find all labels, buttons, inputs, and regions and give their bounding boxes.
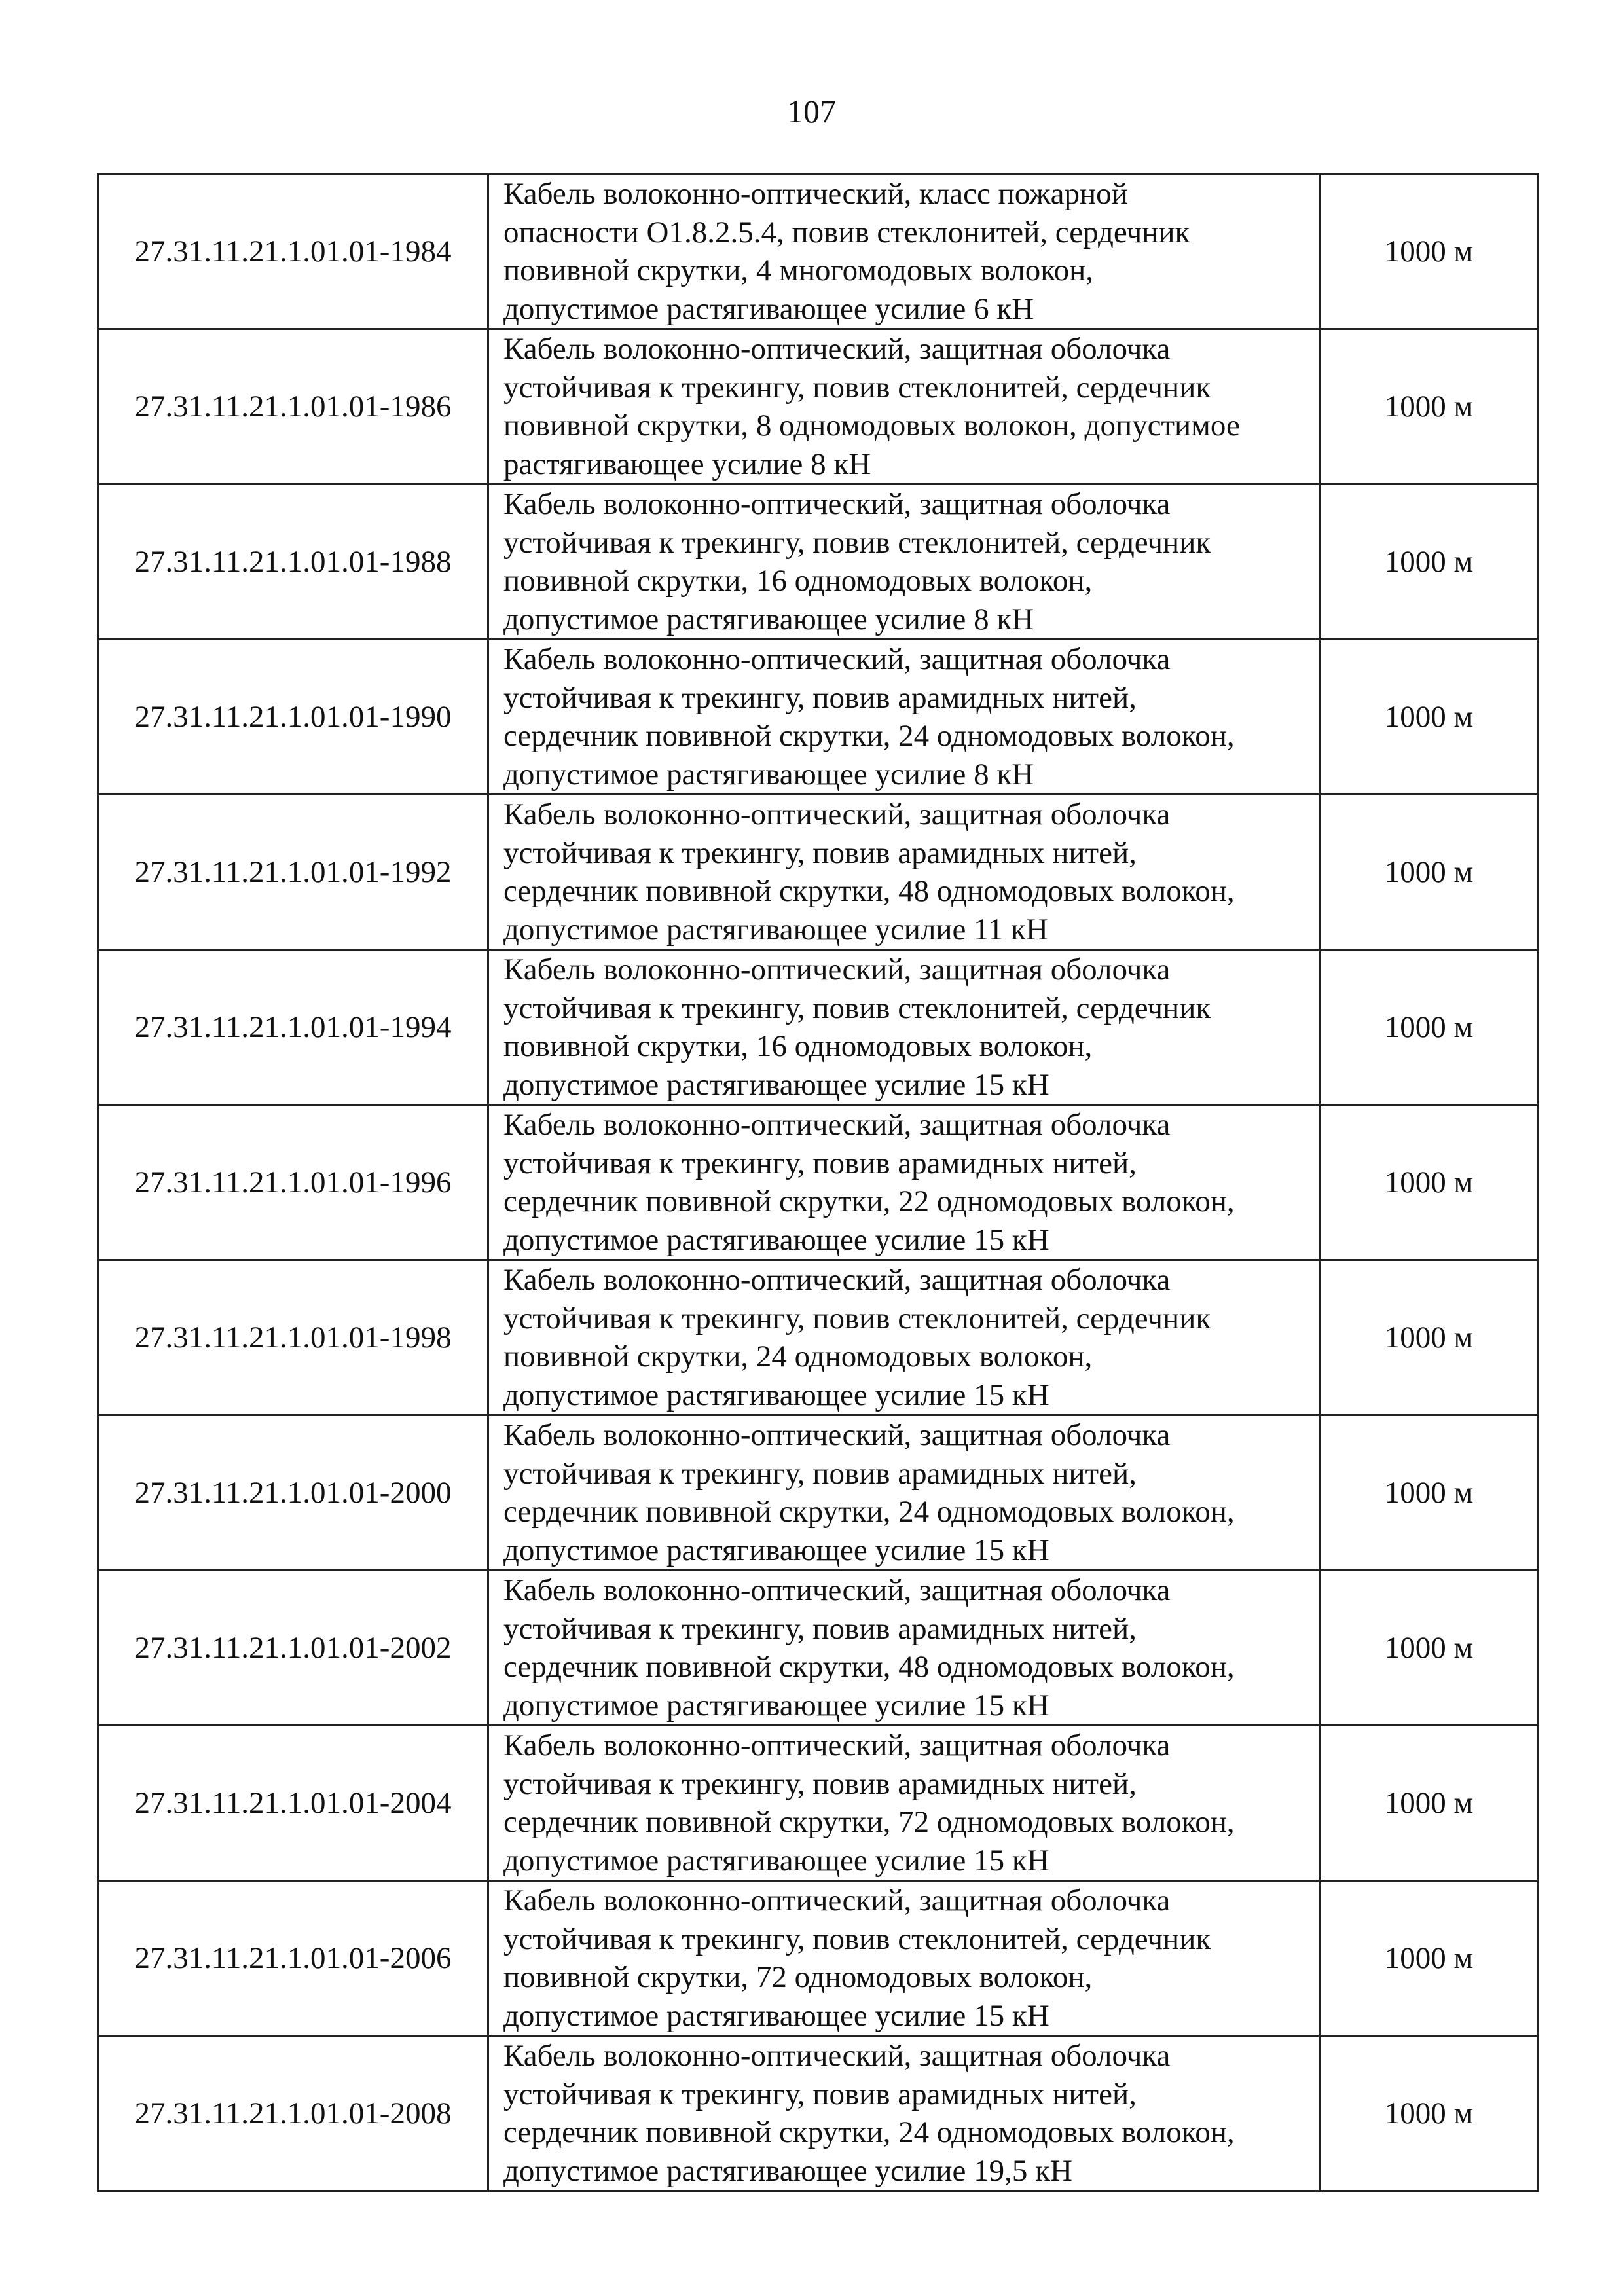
description-line: устойчивая к трекингу, повив арамидных нитей, <box>503 1146 1137 1180</box>
description-line: устойчивая к трекингу, повив арамидных нитей, <box>503 1456 1137 1491</box>
description-line: Кабель волоконно-оптический, защитная оболочка <box>503 1418 1171 1452</box>
item-description <box>488 484 1320 640</box>
description-line: допустимое растягивающее усилие 15 кН <box>503 1688 1049 1722</box>
item-code: 27.31.11.21.1.01.01-2008 <box>98 2036 488 2191</box>
item-unit: 1000 м <box>1320 1881 1539 2036</box>
item-unit: 1000 м <box>1320 2036 1539 2191</box>
description-line: допустимое растягивающее усилие 15 кН <box>503 1222 1049 1257</box>
description-line: сердечник повивной скрутки, 24 одномодовых волокон, <box>503 719 1235 753</box>
item-code: 27.31.11.21.1.01.01-1984 <box>98 174 488 329</box>
table-row <box>98 1260 1539 1415</box>
table-row <box>98 795 1539 950</box>
description-line: допустимое растягивающее усилие 8 кН <box>503 602 1034 636</box>
item-code: 27.31.11.21.1.01.01-1998 <box>98 1260 488 1415</box>
table-row <box>98 1881 1539 2036</box>
description-line: растягивающее усилие 8 кН <box>503 446 871 481</box>
description-line: повивной скрутки, 24 одномодовых волокон, <box>503 1339 1093 1374</box>
description-line: Кабель волоконно-оптический, класс пожарной <box>503 177 1128 211</box>
description-line: сердечник повивной скрутки, 22 одномодовых волокон, <box>503 1184 1235 1218</box>
table-row <box>98 950 1539 1105</box>
description-line: устойчивая к трекингу, повив арамидных нитей, <box>503 1766 1137 1801</box>
description-line: Кабель волоконно-оптический, защитная оболочка <box>503 1728 1171 1762</box>
item-description <box>488 1881 1320 2036</box>
item-description <box>488 1105 1320 1260</box>
item-unit: 1000 м <box>1320 795 1539 950</box>
description-line: устойчивая к трекингу, повив стеклонитей, сердечник <box>503 1922 1211 1956</box>
description-line: устойчивая к трекингу, повив стеклонитей, сердечник <box>503 991 1211 1025</box>
description-line: допустимое растягивающее усилие 15 кН <box>503 1377 1049 1412</box>
item-unit: 1000 м <box>1320 1260 1539 1415</box>
description-line: повивной скрутки, 16 одномодовых волокон, <box>503 564 1093 598</box>
table-row <box>98 174 1539 329</box>
description-line: устойчивая к трекингу, повив арамидных нитей, <box>503 680 1137 715</box>
item-code: 27.31.11.21.1.01.01-2006 <box>98 1881 488 2036</box>
table-row <box>98 1415 1539 1571</box>
item-unit: 1000 м <box>1320 1105 1539 1260</box>
table-row <box>98 2036 1539 2191</box>
item-description <box>488 174 1320 329</box>
description-line: допустимое растягивающее усилие 15 кН <box>503 1067 1049 1102</box>
table-body <box>98 174 1539 2191</box>
table-row <box>98 484 1539 640</box>
description-line: устойчивая к трекингу, повив арамидных нитей, <box>503 835 1137 870</box>
description-line: Кабель волоконно-оптический, защитная оболочка <box>503 797 1171 831</box>
description-line: Кабель волоконно-оптический, защитная оболочка <box>503 1108 1171 1142</box>
item-unit: 1000 м <box>1320 1726 1539 1881</box>
table-row <box>98 1571 1539 1726</box>
item-unit: 1000 м <box>1320 950 1539 1105</box>
description-line: Кабель волоконно-оптический, защитная оболочка <box>503 2039 1171 2073</box>
description-line: повивной скрутки, 72 одномодовых волокон, <box>503 1960 1093 1994</box>
item-code: 27.31.11.21.1.01.01-1994 <box>98 950 488 1105</box>
item-unit: 1000 м <box>1320 1415 1539 1571</box>
item-code: 27.31.11.21.1.01.01-1988 <box>98 484 488 640</box>
description-line: устойчивая к трекингу, повив стеклонитей, сердечник <box>503 370 1211 405</box>
table-row <box>98 329 1539 484</box>
item-description <box>488 1726 1320 1881</box>
description-line: повивной скрутки, 4 многомодовых волокон, <box>503 253 1094 287</box>
description-line: сердечник повивной скрутки, 24 одномодовых волокон, <box>503 1495 1235 1529</box>
table-row <box>98 1105 1539 1260</box>
description-line: Кабель волоконно-оптический, защитная оболочка <box>503 1573 1171 1607</box>
table-row <box>98 640 1539 795</box>
description-line: сердечник повивной скрутки, 24 одномодовых волокон, <box>503 2115 1235 2149</box>
item-description <box>488 1260 1320 1415</box>
item-code: 27.31.11.21.1.01.01-1986 <box>98 329 488 484</box>
item-code: 27.31.11.21.1.01.01-2002 <box>98 1571 488 1726</box>
item-unit: 1000 м <box>1320 329 1539 484</box>
description-line: допустимое растягивающее усилие 19,5 кН <box>503 2153 1072 2188</box>
item-description <box>488 2036 1320 2191</box>
description-line: допустимое растягивающее усилие 11 кН <box>503 912 1048 947</box>
table-row <box>98 1726 1539 1881</box>
item-description <box>488 950 1320 1105</box>
item-unit: 1000 м <box>1320 1571 1539 1726</box>
description-line: устойчивая к трекингу, повив стеклонитей, сердечник <box>503 1301 1211 1336</box>
description-line: Кабель волоконно-оптический, защитная оболочка <box>503 1884 1171 1918</box>
item-description <box>488 1571 1320 1726</box>
description-line: устойчивая к трекингу, повив арамидных нитей, <box>503 2077 1137 2111</box>
description-line: Кабель волоконно-оптический, защитная оболочка <box>503 332 1171 366</box>
item-description <box>488 640 1320 795</box>
description-line: допустимое растягивающее усилие 8 кН <box>503 757 1034 792</box>
item-unit: 1000 м <box>1320 174 1539 329</box>
item-code: 27.31.11.21.1.01.01-1992 <box>98 795 488 950</box>
description-line: допустимое растягивающее усилие 6 кН <box>503 291 1034 326</box>
specification-table <box>97 173 1539 2192</box>
item-description <box>488 1415 1320 1571</box>
description-line: опасности О1.8.2.5.4, повив стеклонитей, сердечник <box>503 215 1190 249</box>
item-description <box>488 795 1320 950</box>
description-line: Кабель волоконно-оптический, защитная оболочка <box>503 1263 1171 1297</box>
description-line: сердечник повивной скрутки, 48 одномодовых волокон, <box>503 874 1235 908</box>
page-number: 107 <box>787 93 836 130</box>
description-line: Кабель волоконно-оптический, защитная оболочка <box>503 642 1171 676</box>
description-line: Кабель волоконно-оптический, защитная оболочка <box>503 953 1171 987</box>
description-line: Кабель волоконно-оптический, защитная оболочка <box>503 487 1171 521</box>
description-line: сердечник повивной скрутки, 72 одномодовых волокон, <box>503 1805 1235 1839</box>
description-line: устойчивая к трекингу, повив стеклонитей, сердечник <box>503 525 1211 560</box>
item-unit: 1000 м <box>1320 640 1539 795</box>
description-line: устойчивая к трекингу, повив арамидных нитей, <box>503 1611 1137 1646</box>
item-code: 27.31.11.21.1.01.01-1990 <box>98 640 488 795</box>
description-line: допустимое растягивающее усилие 15 кН <box>503 1533 1049 1567</box>
description-line: допустимое растягивающее усилие 15 кН <box>503 1998 1049 2033</box>
item-code: 27.31.11.21.1.01.01-1996 <box>98 1105 488 1260</box>
description-line: сердечник повивной скрутки, 48 одномодовых волокон, <box>503 1650 1235 1684</box>
item-code: 27.31.11.21.1.01.01-2000 <box>98 1415 488 1571</box>
description-line: повивной скрутки, 8 одномодовых волокон, допустимое <box>503 409 1240 443</box>
item-code: 27.31.11.21.1.01.01-2004 <box>98 1726 488 1881</box>
item-description <box>488 329 1320 484</box>
description-line: допустимое растягивающее усилие 15 кН <box>503 1843 1049 1878</box>
description-line: повивной скрутки, 16 одномодовых волокон, <box>503 1029 1093 1063</box>
item-unit: 1000 м <box>1320 484 1539 640</box>
